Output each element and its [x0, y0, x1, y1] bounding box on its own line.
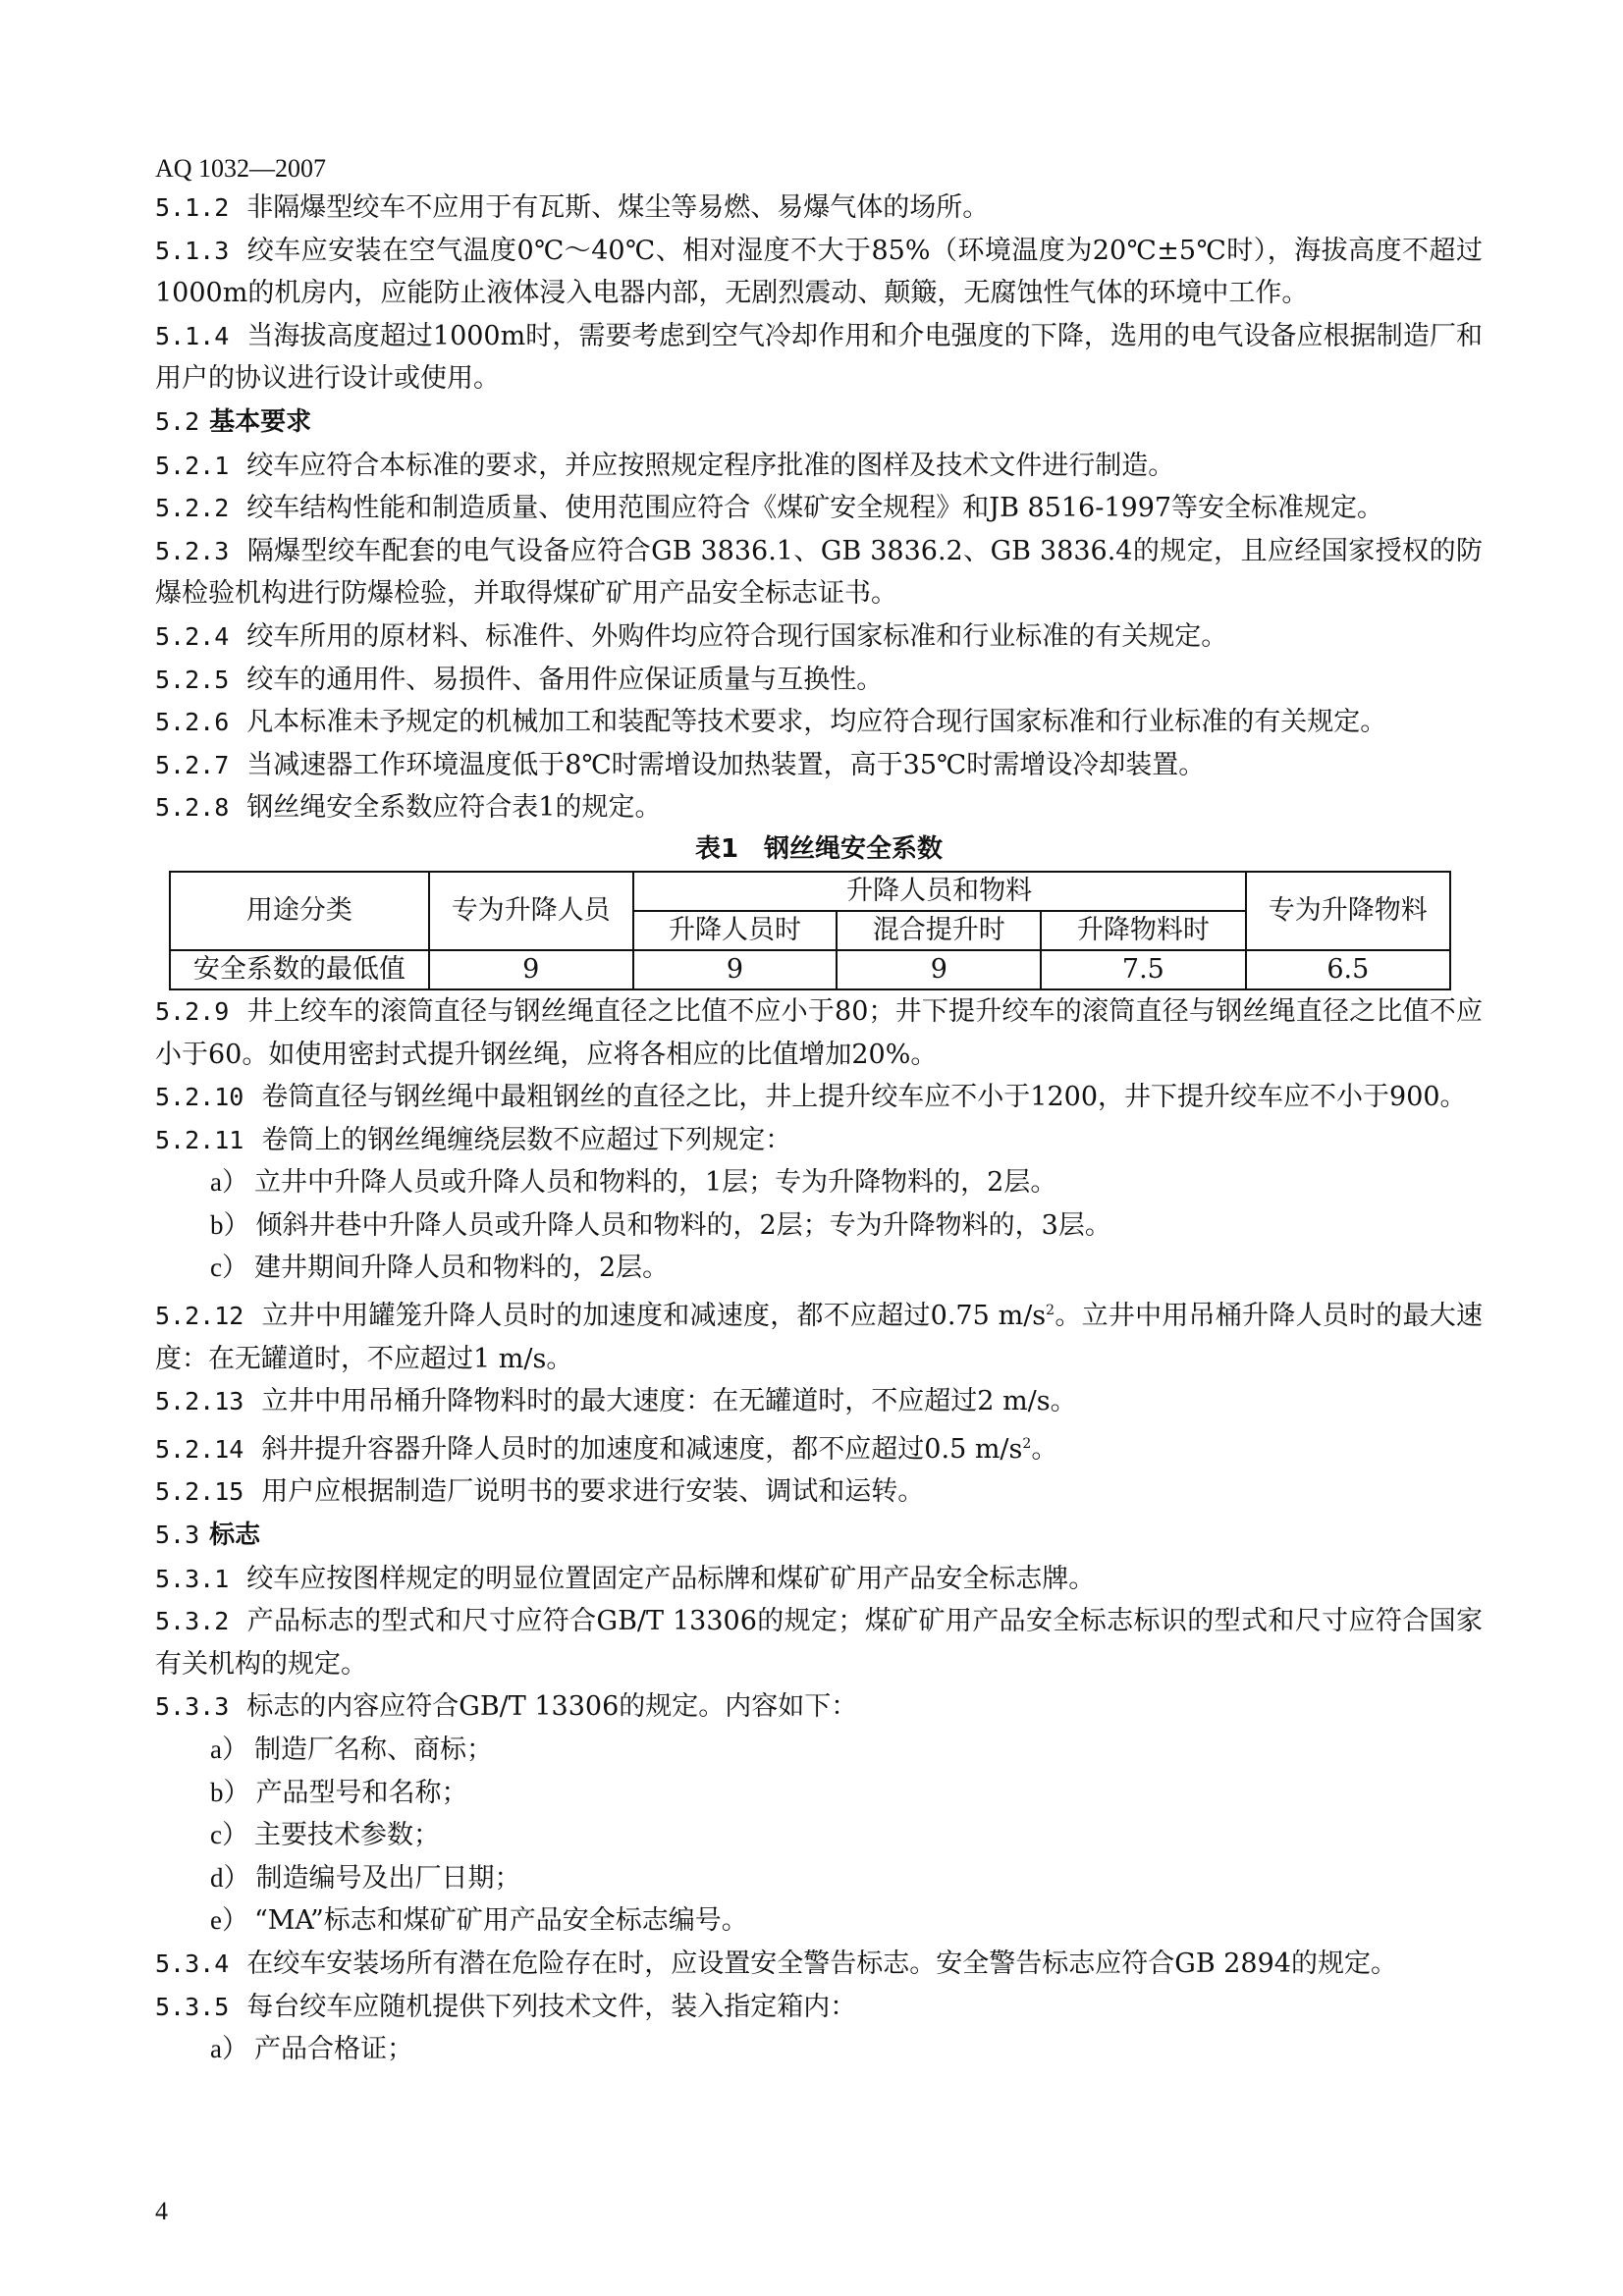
clause-number: 5.2.10: [155, 1083, 244, 1112]
subheader-cell-mixed: 混合提升时: [837, 911, 1041, 950]
header-cell-use: 用途分类: [170, 872, 429, 950]
clause-number: 5.2.3: [155, 536, 230, 565]
clause-text: 隔爆型绞车配套的电气设备应符合GB 3836.1、GB 3836.2、GB 3836.4的规定，且应经国家授权的防爆检验机构进行防爆检验，并取得煤矿矿用产品安全标志证书。: [155, 535, 1483, 610]
clause-5-2-1: [155, 445, 1483, 488]
clause-number: 5.2.5: [155, 665, 230, 694]
row-label-cell: 安全系数的最低值: [170, 950, 429, 989]
clause-5-2-15: [155, 1470, 1483, 1514]
clause-5-3-4: [155, 1943, 1483, 1986]
section-number: 5.2: [155, 406, 200, 436]
clause-5-3-5: [155, 1986, 1483, 2029]
clause-number: 5.2.11: [155, 1125, 244, 1154]
doc-code-header: AQ 1032—2007: [155, 154, 327, 183]
clause-text: 用户应根据制造厂说明书的要求进行安装、调试和运转。: [261, 1476, 925, 1508]
header-cell-people-only: 专为升降人员: [429, 872, 633, 950]
clause-text: 立井中用罐笼升降人员时的加速度和减速度，都不应超过0.75 m/s: [261, 1301, 1047, 1332]
header-cell-group: 升降人员和物料: [633, 872, 1246, 911]
list-text: 建井期间升降人员和物料的，2层。: [253, 1253, 670, 1284]
clause-number: 5.2.2: [155, 494, 230, 523]
subheader-cell-people: 升降人员时: [633, 911, 838, 950]
list-item: [155, 2028, 1483, 2071]
list-text: 产品合格证；: [253, 2034, 413, 2065]
clause-5-1-4: [155, 315, 1483, 400]
value-cell: 6.5: [1246, 950, 1450, 989]
superscript: 2: [1022, 1435, 1032, 1452]
list-label: e）: [210, 1905, 248, 1936]
clause-5-2-9: [155, 990, 1483, 1076]
clause-5-3-2: [155, 1600, 1483, 1685]
clause-5-2-14: [155, 1423, 1483, 1471]
clause-text: 凡本标准未予规定的机械加工和装配等技术要求，均应符合现行国家标准和行业标准的有关规定。: [246, 707, 1387, 738]
clause-number: 5.3.5: [155, 1992, 230, 2021]
clause-number: 5.2.15: [155, 1477, 244, 1507]
clause-number: 5.1.3: [155, 236, 230, 265]
clause-number: 5.2.6: [155, 708, 230, 737]
clause-text: 当减速器工作环境温度低于8℃时需增设加热装置，高于35℃时需增设冷却装置。: [246, 749, 1206, 780]
page-number: 4: [155, 2197, 168, 2225]
clause-text: 绞车的通用件、易损件、备用件应保证质量与互换性。: [246, 664, 884, 695]
value-cell: 9: [633, 950, 838, 989]
superscript: 2: [1046, 1303, 1055, 1319]
clause-text: 在绞车安装场所有潜在危险存在时，应设置安全警告标志。安全警告标志应符合GB 2894的规定。: [246, 1948, 1397, 1979]
clause-text: 立井中用吊桶升降物料时的最大速度：在无罐道时，不应超过2 m/s。: [261, 1386, 1077, 1417]
list-label: b）: [210, 1209, 250, 1240]
section-title: 标志: [209, 1521, 261, 1551]
list-text: 产品型号和名称；: [255, 1777, 468, 1808]
list-label: d）: [210, 1862, 250, 1893]
list-text: 制造厂名称、商标；: [253, 1735, 493, 1765]
list-item: [155, 1161, 1483, 1204]
clause-number: 5.2.12: [155, 1302, 244, 1331]
list-label: a）: [210, 1735, 248, 1764]
table-row: [170, 950, 1450, 989]
clause-text: 标志的内容应符合GB/T 13306的规定。内容如下：: [246, 1691, 858, 1723]
clause-text: 绞车应按图样规定的明显位置固定产品标牌和煤矿矿用产品安全标志牌。: [246, 1563, 1096, 1594]
clause-text: 当海拔高度超过1000m时，需要考虑到空气冷却作用和介电强度的下降，选用的电气设备应根据制造厂和用户的协议进行设计或使用。: [155, 320, 1483, 395]
list-item: [155, 1772, 1483, 1815]
safety-factor-table: [169, 871, 1451, 990]
table-caption: 表1 钢丝绳安全系数: [694, 833, 944, 864]
subheader-cell-material: 升降物料时: [1041, 911, 1245, 950]
clause-text: 卷筒直径与钢丝绳中最粗钢丝的直径之比，井上提升绞车应不小于1200，井下提升绞车应不小于900。: [261, 1082, 1467, 1113]
clause-5-2-7: [155, 744, 1483, 787]
clause-number: 5.3.4: [155, 1949, 230, 1978]
clause-number: 5.2.13: [155, 1387, 244, 1416]
clause-number: 5.2.8: [155, 793, 230, 823]
clause-text: 产品标志的型式和尺寸应符合GB/T 13306的规定；煤矿矿用产品安全标志标识的型式和尺寸应符合国家有关机构的规定。: [155, 1606, 1483, 1680]
clause-text: 钢丝绳安全系数应符合表1的规定。: [246, 792, 662, 824]
clause-number: 5.3.1: [155, 1564, 230, 1593]
section-5-3-heading: [155, 1514, 1483, 1558]
clause-number: 5.3.3: [155, 1692, 230, 1722]
clause-text: 绞车应符合本标准的要求，并应按照规定程序批准的图样及技术文件进行制造。: [246, 450, 1175, 481]
clause-number: 5.2.4: [155, 621, 230, 651]
table-header-row: [170, 872, 1450, 911]
clause-text: 每台绞车应随机提供下列技术文件，装入指定箱内：: [246, 1991, 857, 2022]
clause-number: 5.3.2: [155, 1607, 230, 1636]
document-body: [155, 187, 1483, 2071]
clause-text: 卷筒上的钢丝绳缠绕层数不应超过下列规定：: [261, 1124, 792, 1155]
list-item: [155, 1857, 1483, 1900]
value-cell: 9: [837, 950, 1041, 989]
clause-text: 井上绞车的滚筒直径与钢丝绳直径之比值不应小于80；井下提升绞车的滚筒直径与钢丝绳直径之比值不应小于60。如使用密封式提升钢丝绳，应将各相应的比值增加20%。: [155, 995, 1483, 1070]
clause-text: 绞车所用的原材料、标准件、外购件均应符合现行国家标准和行业标准的有关规定。: [246, 620, 1228, 652]
value-cell: 9: [429, 950, 633, 989]
clause-text: 绞车结构性能和制造质量、使用范围应符合《煤矿安全规程》和JB 8516-1997等安全标准规定。: [246, 493, 1384, 524]
clause-5-2-6: [155, 701, 1483, 744]
list-text: 主要技术参数；: [253, 1820, 440, 1851]
clause-5-2-10: [155, 1076, 1483, 1119]
list-item: [155, 1729, 1483, 1772]
clause-5-1-3: [155, 230, 1483, 315]
clause-5-2-4: [155, 615, 1483, 659]
list-text: 制造编号及出厂日期；: [255, 1862, 521, 1894]
list-label: c）: [210, 1253, 248, 1283]
clause-text: 斜井提升容器升降人员时的加速度和减速度，都不应超过0.5 m/s: [261, 1433, 1023, 1465]
list-label: a）: [210, 1167, 248, 1198]
clause-5-3-1: [155, 1558, 1483, 1601]
list-label: b）: [210, 1777, 250, 1807]
clause-5-2-2: [155, 487, 1483, 530]
clause-number: 5.2.7: [155, 750, 230, 779]
clause-number: 5.1.4: [155, 321, 230, 350]
list-label: a）: [210, 2034, 248, 2064]
clause-number: 5.1.2: [155, 193, 230, 222]
header-cell-material-only: 专为升降物料: [1246, 872, 1450, 950]
section-number: 5.3: [155, 1521, 200, 1550]
clause-text: 非隔爆型绞车不应用于有瓦斯、煤尘等易燃、易爆气体的场所。: [246, 192, 990, 223]
list-text: 倾斜井巷中升降人员或升降人员和物料的，2层；专为升降物料的，3层。: [255, 1209, 1111, 1241]
clause-5-1-2: [155, 187, 1483, 230]
clause-5-2-11: [155, 1119, 1483, 1162]
list-item: [155, 1814, 1483, 1857]
list-text: 立井中升降人员或升降人员和物料的，1层；专为升降物料的，2层。: [253, 1167, 1057, 1199]
value-cell: 7.5: [1041, 950, 1245, 989]
clause-text-continued: 。: [1031, 1433, 1058, 1465]
list-text: “MA”标志和煤矿矿用产品安全标志编号。: [253, 1905, 748, 1937]
section-title: 基本要求: [209, 406, 312, 437]
list-label: c）: [210, 1820, 248, 1850]
clause-5-2-8: [155, 786, 1483, 829]
clause-5-2-12: [155, 1290, 1483, 1380]
clause-text-continued: 。立井中用吊桶升降人员时的最大速度：在无罐道时，不应超过1 m/s。: [155, 1301, 1484, 1374]
clause-5-2-13: [155, 1380, 1483, 1423]
clause-number: 5.2.9: [155, 996, 230, 1026]
clause-5-2-3: [155, 530, 1483, 615]
clause-text: 绞车应安装在空气温度0℃～40℃、相对湿度不大于85%（环境温度为20℃±5℃时），海拔高度不超过1000m的机房内，应能防止液体浸入电器内部，无剧烈震动、颠簸，无腐蚀性气体的环境中工作。: [155, 235, 1483, 309]
clause-number: 5.2.14: [155, 1434, 244, 1464]
section-5-2-heading: [155, 400, 1483, 445]
clause-5-3-3: [155, 1685, 1483, 1729]
clause-number: 5.2.1: [155, 451, 230, 480]
list-item: [155, 1899, 1483, 1943]
list-item: [155, 1247, 1483, 1290]
list-item: [155, 1204, 1483, 1248]
clause-5-2-5: [155, 659, 1483, 702]
